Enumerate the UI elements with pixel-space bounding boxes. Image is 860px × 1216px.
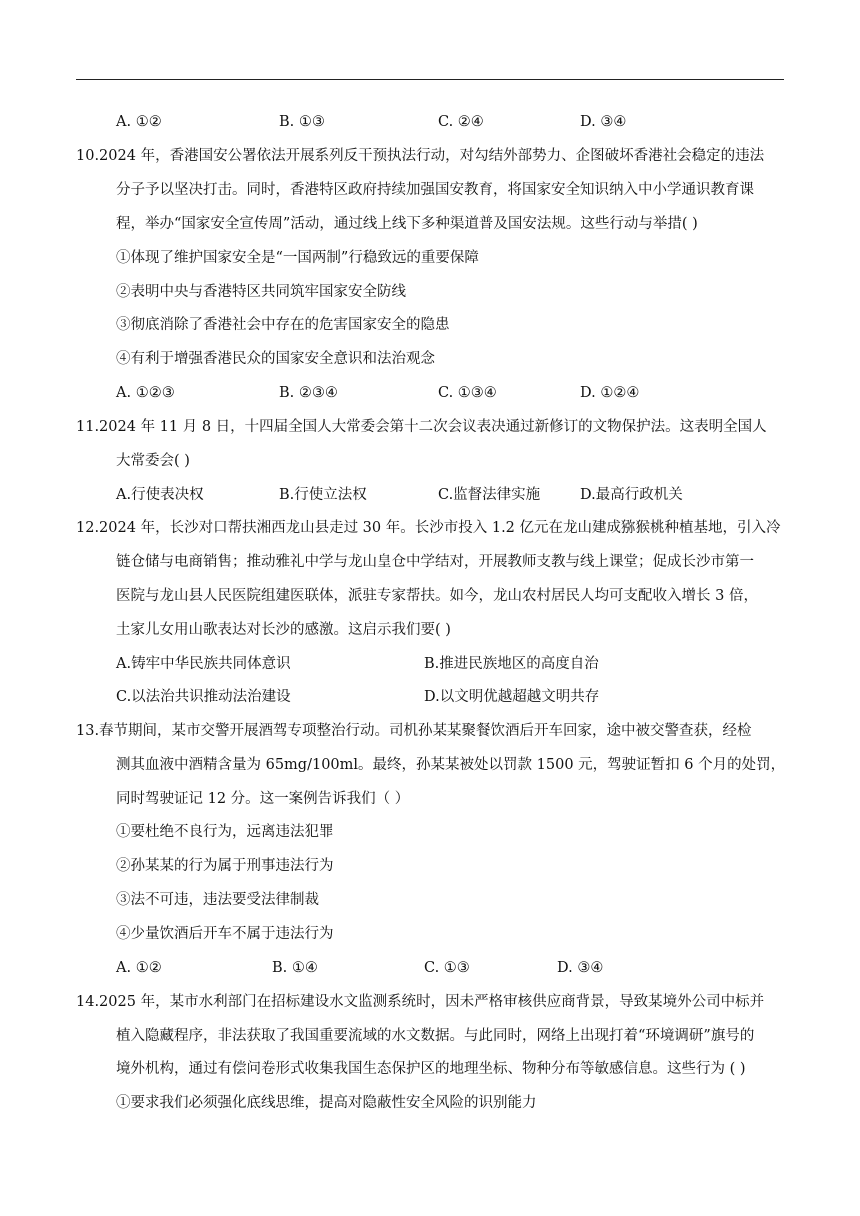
- q13-item: ②孙某某的行为属于刑事违法行为: [116, 858, 334, 874]
- q9-option-c: C. ②④: [438, 114, 484, 130]
- q12-option-a: A.铸牢中华民族共同体意识: [116, 656, 291, 672]
- q10-item: ①体现了维护国家安全是“一国两制”行稳致远的重要保障: [116, 250, 479, 266]
- q11-stem-line: 大常委会( ): [116, 453, 190, 469]
- q10-item: ②表明中央与香港特区共同筑牢国家安全防线: [116, 284, 406, 300]
- q12-option-b: B.推进民族地区的高度自治: [424, 656, 599, 672]
- q11-stem-line: 11.2024 年 11 月 8 日，十四届全国人大常委会第十二次会议表决通过新修订的文物保护法。这表明全国人: [76, 419, 767, 435]
- q12-stem-line: 土家儿女用山歌表达对长沙的感激。这启示我们要( ): [116, 622, 451, 638]
- q10-item: ④有利于增强香港民众的国家安全意识和法治观念: [116, 351, 435, 367]
- q14-stem-line: 植入隐藏程序，非法获取了我国重要流域的水文数据。与此同时，网络上出现打着“环境调研”旗号的: [116, 1028, 755, 1044]
- q13-item: ①要杜绝不良行为，远离违法犯罪: [116, 824, 334, 840]
- q10-option-a: A. ①②③: [116, 385, 175, 401]
- q12-stem-line: 链仓储与电商销售；推动雅礼中学与龙山皇仓中学结对，开展教师支教与线上课堂；促成长沙市第一: [116, 554, 754, 570]
- q13-option-b: B. ①④: [272, 960, 318, 976]
- q14-item: ①要求我们必须强化底线思维，提高对隐蔽性安全风险的识别能力: [116, 1095, 537, 1111]
- q10-item: ③彻底消除了香港社会中存在的危害国家安全的隐患: [116, 317, 450, 333]
- q12-stem-line: 12.2024 年，长沙对口帮扶湘西龙山县走过 30 年。长沙市投入 1.2 亿元在龙山建成猕猴桃种植基地，引入冷: [76, 520, 781, 536]
- q10-stem-line: 程，举办“国家安全宣传周”活动，通过线上线下多种渠道普及国安法规。这些行动与举措( ): [116, 216, 698, 232]
- q10-option-c: C. ①③④: [438, 385, 497, 401]
- q12-option-c: C.以法治共识推动法治建设: [116, 689, 291, 705]
- q10-stem-line: 分子予以坚决打击。同时，香港特区政府持续加强国安教育，将国家安全知识纳入中小学通识教育课: [116, 182, 754, 198]
- q11-option-d: D.最高行政机关: [580, 487, 683, 503]
- q9-option-d: D. ③④: [580, 114, 627, 130]
- q13-option-a: A. ①②: [116, 960, 162, 976]
- q14-stem-line: 14.2025 年，某市水利部门在招标建设水文监测系统时，因未严格审核供应商背景，导致某境外公司中标并: [76, 994, 765, 1010]
- q13-stem-line: 同时驾驶证记 12 分。这一案例告诉我们（ ）: [116, 791, 410, 807]
- q9-option-b: B. ①③: [279, 114, 325, 130]
- q12-stem-line: 医院与龙山县人民医院组建医联体，派驻专家帮扶。如今，龙山农村居民人均可支配收入增长 3 倍，: [116, 588, 758, 604]
- q9-option-a: A. ①②: [116, 114, 162, 130]
- q13-stem-line: 测其血液中酒精含量为 65mg/100ml。最终，孙某某被处以罚款 1500 元，驾驶证暂扣 6 个月的处罚，: [116, 757, 786, 773]
- q10-stem-line: 10.2024 年，香港国安公署依法开展系列反干预执法行动，对勾结外部势力、企图破坏香港社会稳定的违法: [76, 148, 765, 164]
- q12-option-d: D.以文明优越超越文明共存: [424, 689, 600, 705]
- q14-stem-line: 境外机构，通过有偿问卷形式收集我国生态保护区的地理坐标、物种分布等敏感信息。这些行为 ( ): [116, 1061, 746, 1077]
- q13-stem-line: 13.春节期间，某市交警开展酒驾专项整治行动。司机孙某某聚餐饮酒后开车回家，途中被交警查获，经检: [76, 723, 752, 739]
- q13-option-d: D. ③④: [557, 960, 604, 976]
- q11-option-c: C.监督法律实施: [438, 487, 541, 503]
- q13-item: ③法不可违，违法要受法律制裁: [116, 892, 319, 908]
- q11-option-a: A.行使表决权: [116, 487, 204, 503]
- q11-option-b: B.行使立法权: [279, 487, 367, 503]
- q10-option-d: D. ①②④: [580, 385, 640, 401]
- q10-option-b: B. ②③④: [279, 385, 338, 401]
- q13-item: ④少量饮酒后开车不属于违法行为: [116, 926, 334, 942]
- header-rule: [76, 79, 784, 80]
- q13-option-c: C. ①③: [424, 960, 470, 976]
